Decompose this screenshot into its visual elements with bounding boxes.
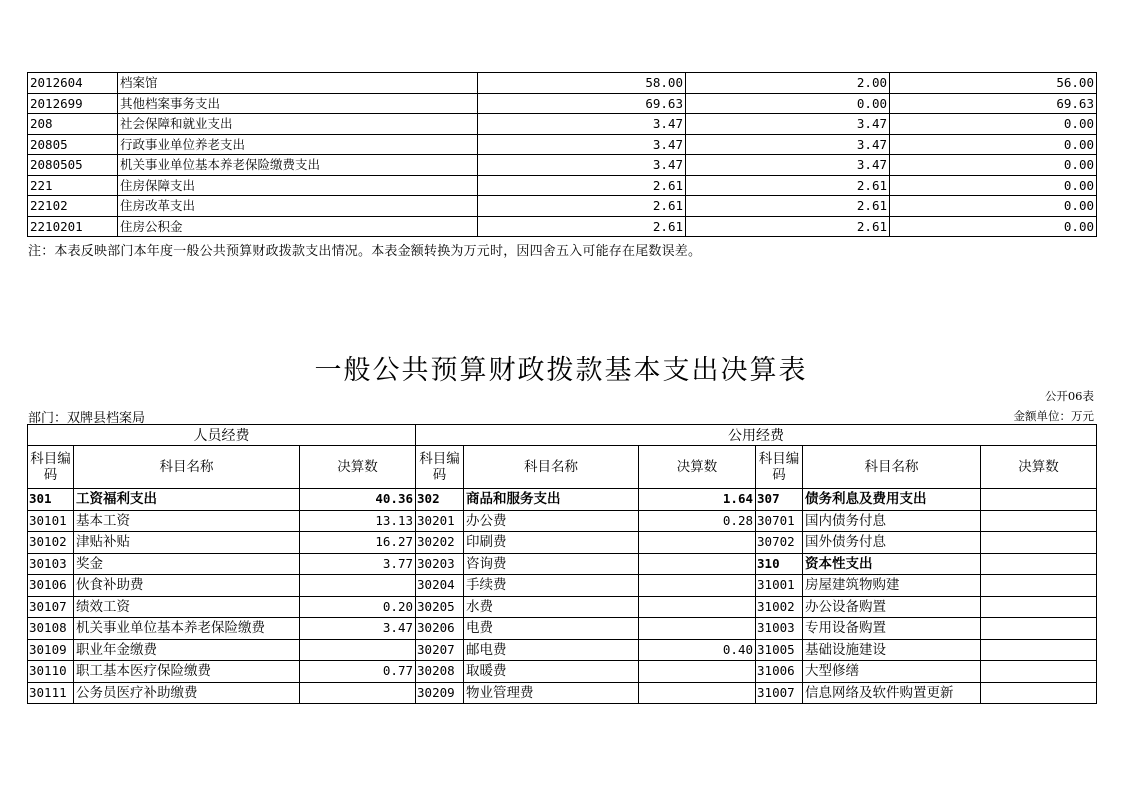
amount-2 <box>639 575 756 597</box>
subject-code: 2012699 <box>28 93 118 114</box>
subject-code-3: 31003 <box>756 618 803 640</box>
subject-code-3: 30702 <box>756 532 803 554</box>
header-name-2: 科目名称 <box>464 446 639 489</box>
subject-name-2: 邮电费 <box>464 639 639 661</box>
subject-name-1: 职工基本医疗保险缴费 <box>74 661 300 683</box>
subject-code: 20805 <box>28 134 118 155</box>
subject-name-3: 大型修缮 <box>803 661 981 683</box>
amount-1: 3.77 <box>300 553 416 575</box>
subject-name-3: 债务利息及费用支出 <box>803 489 981 511</box>
subject-name: 档案馆 <box>118 73 478 94</box>
subject-name-2: 商品和服务支出 <box>464 489 639 511</box>
subject-name: 住房保障支出 <box>118 175 478 196</box>
subject-code-3: 307 <box>756 489 803 511</box>
amount-1 <box>300 639 416 661</box>
subject-code: 2012604 <box>28 73 118 94</box>
amount-project: 0.00 <box>890 175 1097 196</box>
expenditure-table-continued <box>27 72 1097 237</box>
subject-name-3: 办公设备购置 <box>803 596 981 618</box>
amount-total: 3.47 <box>478 155 686 176</box>
amount-2: 0.40 <box>639 639 756 661</box>
subject-code: 2210201 <box>28 216 118 237</box>
subject-code: 22102 <box>28 196 118 217</box>
table-row <box>28 93 1097 114</box>
table-row <box>28 682 1097 704</box>
subject-code-1: 30111 <box>28 682 74 704</box>
subject-name-2: 取暖费 <box>464 661 639 683</box>
amount-project: 0.00 <box>890 134 1097 155</box>
amount-basic: 3.47 <box>686 134 890 155</box>
table-row <box>28 661 1097 683</box>
amount-project: 0.00 <box>890 216 1097 237</box>
header-amount-2: 决算数 <box>639 446 756 489</box>
amount-basic: 3.47 <box>686 114 890 135</box>
amount-project: 0.00 <box>890 196 1097 217</box>
subject-name-3: 专用设备购置 <box>803 618 981 640</box>
subject-name-1: 伙食补助费 <box>74 575 300 597</box>
amount-project: 0.00 <box>890 155 1097 176</box>
subject-name-2: 办公费 <box>464 510 639 532</box>
subject-code-2: 302 <box>416 489 464 511</box>
subject-name-3: 资本性支出 <box>803 553 981 575</box>
table-row <box>28 216 1097 237</box>
subject-name-2: 印刷费 <box>464 532 639 554</box>
amount-basic: 3.47 <box>686 155 890 176</box>
subject-name: 住房公积金 <box>118 216 478 237</box>
subject-name-3: 国内债务付息 <box>803 510 981 532</box>
amount-total: 2.61 <box>478 175 686 196</box>
subject-code-3: 31002 <box>756 596 803 618</box>
subject-code-1: 30102 <box>28 532 74 554</box>
amount-total: 3.47 <box>478 114 686 135</box>
subject-name: 住房改革支出 <box>118 196 478 217</box>
amount-project: 56.00 <box>890 73 1097 94</box>
subject-name-3: 基础设施建设 <box>803 639 981 661</box>
amount-basic: 0.00 <box>686 93 890 114</box>
amount-3 <box>981 682 1097 704</box>
table-note: 注：本表反映部门本年度一般公共预算财政拨款支出情况。本表金额转换为万元时，因四舍五入可能存在尾数误差。 <box>28 244 702 259</box>
column-header-row <box>28 446 1097 489</box>
amount-total: 58.00 <box>478 73 686 94</box>
amount-3 <box>981 596 1097 618</box>
table-row <box>28 114 1097 135</box>
header-name-1: 科目名称 <box>74 446 300 489</box>
amount-1: 3.47 <box>300 618 416 640</box>
amount-3 <box>981 618 1097 640</box>
subject-name-2: 物业管理费 <box>464 682 639 704</box>
amount-1: 16.27 <box>300 532 416 554</box>
subject-code-3: 31007 <box>756 682 803 704</box>
table-row <box>28 596 1097 618</box>
subject-code: 208 <box>28 114 118 135</box>
subject-name-3: 房屋建筑物购建 <box>803 575 981 597</box>
amount-3 <box>981 489 1097 511</box>
amount-2 <box>639 532 756 554</box>
amount-1: 0.77 <box>300 661 416 683</box>
subject-code-1: 30106 <box>28 575 74 597</box>
amount-2: 1.64 <box>639 489 756 511</box>
table-row <box>28 618 1097 640</box>
subject-name-1: 职业年金缴费 <box>74 639 300 661</box>
subject-name-2: 咨询费 <box>464 553 639 575</box>
page-title: 一般公共预算财政拨款基本支出决算表 <box>314 355 808 386</box>
amount-basic: 2.00 <box>686 73 890 94</box>
subject-code-2: 30206 <box>416 618 464 640</box>
amount-2 <box>639 618 756 640</box>
subject-code-3: 31001 <box>756 575 803 597</box>
table-row <box>28 155 1097 176</box>
table-row <box>28 175 1097 196</box>
amount-total: 2.61 <box>478 196 686 217</box>
group-header-row <box>28 425 1097 446</box>
amount-1 <box>300 682 416 704</box>
subject-code-2: 30209 <box>416 682 464 704</box>
subject-code-2: 30202 <box>416 532 464 554</box>
amount-2 <box>639 661 756 683</box>
subject-code-1: 301 <box>28 489 74 511</box>
subject-code-1: 30109 <box>28 639 74 661</box>
amount-basic: 2.61 <box>686 175 890 196</box>
amount-3 <box>981 510 1097 532</box>
amount-total: 3.47 <box>478 134 686 155</box>
subject-code: 2080505 <box>28 155 118 176</box>
table-row <box>28 73 1097 94</box>
amount-1: 40.36 <box>300 489 416 511</box>
amount-3 <box>981 661 1097 683</box>
table-row <box>28 196 1097 217</box>
amount-1 <box>300 575 416 597</box>
subject-code-3: 30701 <box>756 510 803 532</box>
subject-code-1: 30110 <box>28 661 74 683</box>
subject-name-2: 手续费 <box>464 575 639 597</box>
table-row <box>28 575 1097 597</box>
subject-code-3: 31006 <box>756 661 803 683</box>
subject-name: 行政事业单位养老支出 <box>118 134 478 155</box>
subject-name-1: 工资福利支出 <box>74 489 300 511</box>
subject-code-2: 30203 <box>416 553 464 575</box>
subject-name-1: 基本工资 <box>74 510 300 532</box>
subject-name: 社会保障和就业支出 <box>118 114 478 135</box>
amount-1: 13.13 <box>300 510 416 532</box>
subject-name-2: 水费 <box>464 596 639 618</box>
amount-total: 69.63 <box>478 93 686 114</box>
amount-total: 2.61 <box>478 216 686 237</box>
header-amount-1: 决算数 <box>300 446 416 489</box>
subject-name-3: 信息网络及软件购置更新 <box>803 682 981 704</box>
basic-expenditure-table <box>27 424 1097 704</box>
amount-1: 0.20 <box>300 596 416 618</box>
subject-name-1: 津贴补贴 <box>74 532 300 554</box>
table-row <box>28 639 1097 661</box>
subject-name: 机关事业单位基本养老保险缴费支出 <box>118 155 478 176</box>
header-code-3: 科目编码 <box>756 446 803 489</box>
subject-name-1: 机关事业单位基本养老保险缴费 <box>74 618 300 640</box>
department-label: 部门：双牌县档案局 <box>28 411 146 426</box>
header-code-1: 科目编码 <box>28 446 74 489</box>
subject-name: 其他档案事务支出 <box>118 93 478 114</box>
table-row <box>28 510 1097 532</box>
header-name-3: 科目名称 <box>803 446 981 489</box>
amount-3 <box>981 553 1097 575</box>
amount-unit-label: 金额单位：万元 <box>1013 409 1094 423</box>
subject-name-3: 国外债务付息 <box>803 532 981 554</box>
group-public-header: 公用经费 <box>416 425 1097 446</box>
subject-code-2: 30201 <box>416 510 464 532</box>
subject-code: 221 <box>28 175 118 196</box>
subject-name-1: 奖金 <box>74 553 300 575</box>
subject-name-1: 绩效工资 <box>74 596 300 618</box>
subject-code-3: 310 <box>756 553 803 575</box>
amount-2 <box>639 596 756 618</box>
table-row <box>28 134 1097 155</box>
subject-code-1: 30103 <box>28 553 74 575</box>
subject-code-2: 30208 <box>416 661 464 683</box>
table-row <box>28 532 1097 554</box>
amount-project: 69.63 <box>890 93 1097 114</box>
amount-3 <box>981 639 1097 661</box>
subject-code-1: 30107 <box>28 596 74 618</box>
subject-code-2: 30207 <box>416 639 464 661</box>
subject-code-3: 31005 <box>756 639 803 661</box>
subject-code-2: 30205 <box>416 596 464 618</box>
amount-2 <box>639 682 756 704</box>
subject-code-1: 30108 <box>28 618 74 640</box>
subject-code-2: 30204 <box>416 575 464 597</box>
form-number: 公开06表 <box>1044 389 1094 403</box>
amount-2 <box>639 553 756 575</box>
header-code-2: 科目编码 <box>416 446 464 489</box>
subject-name-1: 公务员医疗补助缴费 <box>74 682 300 704</box>
amount-basic: 2.61 <box>686 216 890 237</box>
subject-code-1: 30101 <box>28 510 74 532</box>
header-amount-3: 决算数 <box>981 446 1097 489</box>
subject-name-2: 电费 <box>464 618 639 640</box>
amount-3 <box>981 532 1097 554</box>
table-row <box>28 489 1097 511</box>
amount-project: 0.00 <box>890 114 1097 135</box>
amount-2: 0.28 <box>639 510 756 532</box>
group-personnel-header: 人员经费 <box>28 425 416 446</box>
table-row <box>28 553 1097 575</box>
amount-3 <box>981 575 1097 597</box>
amount-basic: 2.61 <box>686 196 890 217</box>
